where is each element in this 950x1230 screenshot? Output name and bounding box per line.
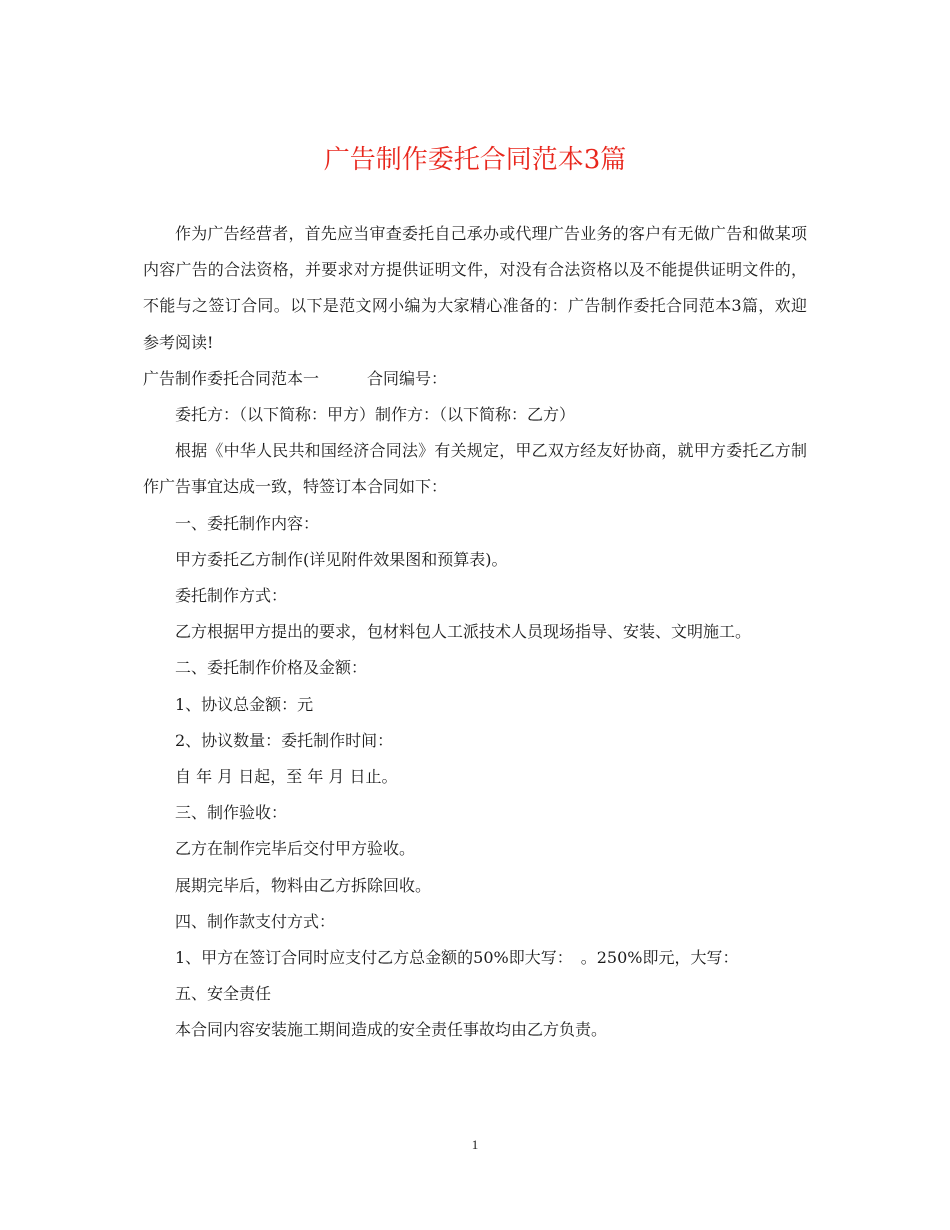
paragraph-method: 乙方根据甲方提出的要求，包材料包人工派技术人员现场指导、安装、文明施工。 — [175, 622, 752, 642]
contract-number-label: 合同编号： — [367, 368, 448, 388]
paragraph-safety: 本合同内容安装施工期间造成的安全责任事故均由乙方负责。 — [175, 1020, 608, 1040]
paragraph-quantity: 2、协议数量：委托制作时间： — [175, 730, 394, 750]
clause-heading-payment: 四、制作款支付方式： — [175, 911, 336, 931]
paragraph-payment: 1、甲方在签订合同时应支付乙方总金额的50%即大写： 。250%即元，大写： — [175, 948, 739, 968]
paragraph-acceptance: 乙方在制作完毕后交付甲方验收。 — [175, 839, 416, 859]
paragraph-removal: 展期完毕后，物料由乙方拆除回收。 — [175, 875, 432, 895]
paragraph-period: 自 年 月 日起，至 年 月 日止。 — [175, 767, 398, 787]
clause-heading-safety: 五、安全责任 — [175, 984, 272, 1004]
document-title: 广告制作委托合同范本3篇 — [323, 145, 627, 175]
paragraph-basis: 根据《中华人民共和国经济合同法》有关规定，甲乙双方经友好协商，就甲方委托乙方制作广告事宜达成一致，特签订本合同如下： — [143, 441, 807, 497]
paragraph-total-amount: 1、协议总金额：元 — [175, 694, 314, 714]
clause-heading-acceptance: 三、制作验收： — [175, 803, 288, 823]
paragraph-parties: 委托方：（以下简称：甲方）制作方：（以下简称：乙方） — [175, 405, 576, 425]
section-heading: 广告制作委托合同范本一 — [143, 368, 320, 388]
section-heading-line — [143, 361, 807, 397]
paragraph-content: 甲方委托乙方制作(详见附件效果图和预算表)。 — [175, 549, 508, 569]
intro-paragraph: 作为广告经营者，首先应当审查委托自己承办或代理广告业务的客户有无做广告和做某项内容广告的合法资格，并要求对方提供证明文件，对没有合法资格以及不能提供证明文件的，不能与之签订合同。以下是范文网小编为大家精心准备的：广告制作委托合同范本3篇，欢迎参考阅读! — [143, 224, 807, 352]
clause-heading-method: 委托制作方式： — [175, 586, 288, 606]
page-number: 1 — [471, 1137, 479, 1152]
document-body — [143, 216, 807, 1049]
clause-heading-price: 二、委托制作价格及金额： — [175, 658, 368, 678]
clause-heading-content: 一、委托制作内容： — [175, 513, 320, 533]
